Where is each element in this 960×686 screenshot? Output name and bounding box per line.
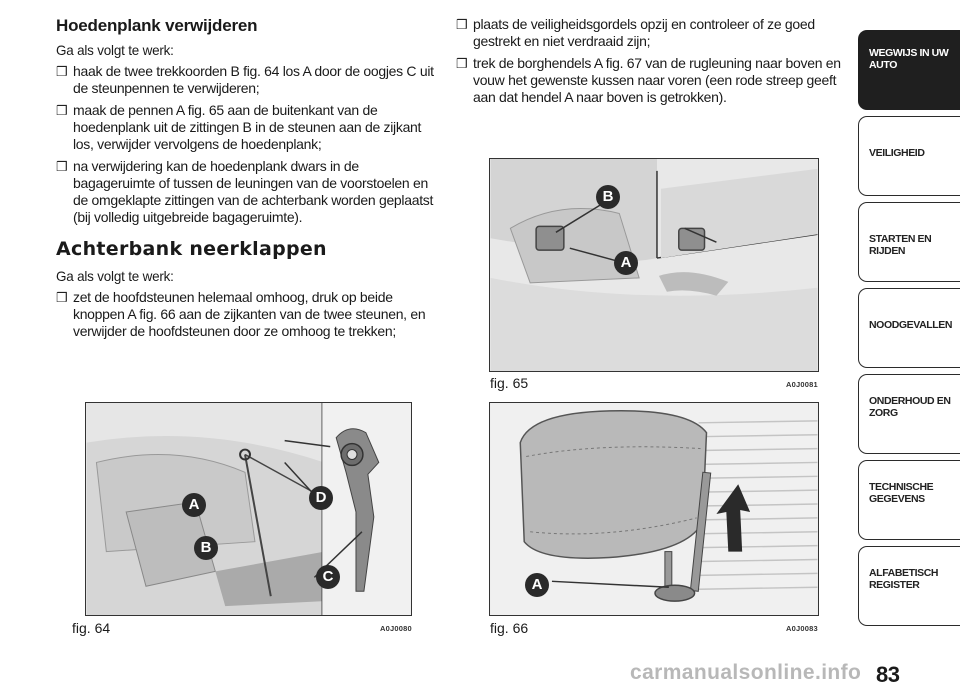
section-heading-rear-seat: Achterbank neerklappen (56, 238, 327, 260)
figure-65-drawing (490, 159, 818, 371)
section-heading-hatshelf: Hoedenplank verwijderen (56, 16, 258, 35)
figure-65-code: A0J0081 (786, 380, 818, 389)
list-item: ❒ maak de pennen A fig. 65 aan de buitenkant van de hoedenplank uit de zittingen B in de steunen aan de zijkant los, verwijder vervolgens de hoedenplank; (56, 102, 422, 152)
left-column (56, 16, 434, 345)
tab-technische-gegevens[interactable]: TECHNISCHE GEGEVENS (858, 460, 960, 540)
figure-64-caption: fig. 64 (72, 620, 111, 636)
tab-onderhoud-zorg[interactable]: ONDERHOUD EN ZORG (858, 374, 960, 454)
callout-a: A (182, 493, 206, 517)
tab-noodgevallen[interactable]: NOODGEVALLEN (858, 288, 960, 368)
right-column (456, 16, 851, 111)
tab-starten-rijden[interactable]: STARTEN EN RIJDEN (858, 202, 960, 282)
checkbox-bullet-icon: ❒ (456, 56, 468, 71)
list-item: ❒ trek de borghendels A fig. 67 van de rugleuning naar boven en vouw het gewenste kussen naar voren (een rode streep geeft aan dat hendel A naar boven is getrokken). (456, 55, 841, 105)
callout-c: C (316, 565, 340, 589)
callout-a-fig65: A (614, 251, 638, 275)
figure-65-caption: fig. 65 (490, 375, 529, 391)
checkbox-bullet-icon: ❒ (56, 290, 68, 305)
figure-66-code: A0J0083 (786, 624, 818, 633)
callout-d: D (309, 486, 333, 510)
watermark: carmanualsonline.info (630, 661, 862, 684)
figure-66-caption: fig. 66 (490, 620, 529, 636)
figure-64-code: A0J0080 (380, 624, 412, 633)
list-item: ❒ haak de twee trekkoorden B fig. 64 los A door de oogjes C uit de steunpennen te verwijderen; (56, 63, 434, 96)
tab-veiligheid[interactable]: VEILIGHEID (858, 116, 960, 196)
checkbox-bullet-icon: ❒ (56, 64, 68, 79)
checkbox-bullet-icon: ❒ (456, 17, 468, 32)
checkbox-bullet-icon: ❒ (56, 159, 68, 174)
figure-65-illustration (489, 158, 819, 372)
page-number: 83 (876, 662, 900, 686)
list-item: ❒ zet de hoofdsteunen helemaal omhoog, druk op beide knoppen A fig. 66 aan de zijkanten van de twee steunen, en verwijder de hoofdsteunen door ze omhoog te trekken; (56, 289, 426, 339)
tab-wegwijs[interactable]: WEGWIJS IN UW AUTO (858, 30, 960, 110)
figure-64-illustration (85, 402, 412, 616)
callout-b: B (194, 536, 218, 560)
checkbox-bullet-icon: ❒ (56, 103, 68, 118)
figure-64-drawing (86, 403, 411, 615)
list-item: ❒ na verwijdering kan de hoedenplank dwars in de bagageruimte of tussen de leuningen van de voorstoelen en de omgeklapte zittingen van de achterbank worden geplaatst (bij volledig uitgebreide bagageruimte). (56, 158, 434, 225)
intro-text-1: Ga als volgt te werk: (56, 42, 174, 58)
tab-alfabetisch-register[interactable]: ALFABETISCH REGISTER (858, 546, 960, 626)
list-item: ❒ plaats de veiligheidsgordels opzij en controleer of ze goed gestrekt en niet verdraaid zijn; (456, 16, 815, 49)
callout-b-fig65: B (596, 185, 620, 209)
callout-a-fig66: A (525, 573, 549, 597)
intro-text-2: Ga als volgt te werk: (56, 268, 174, 284)
